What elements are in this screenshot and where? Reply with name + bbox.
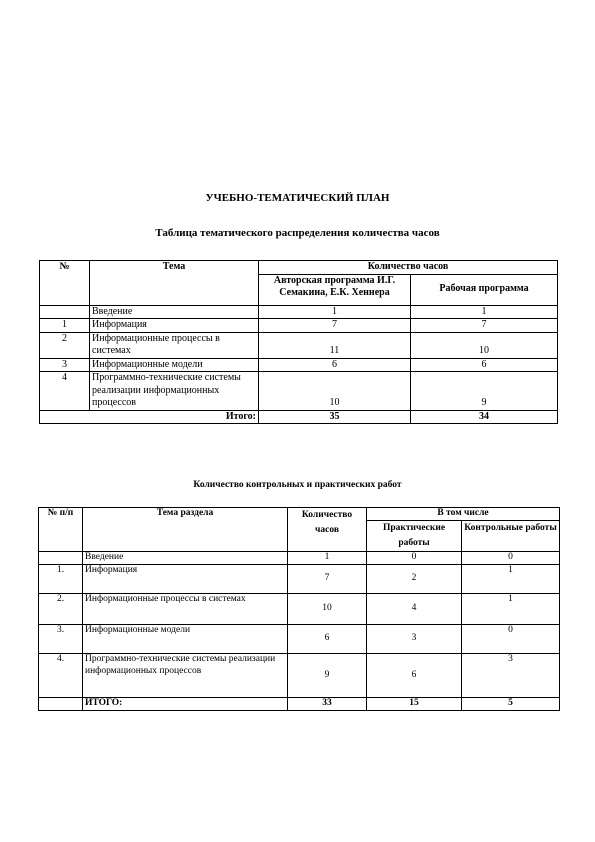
row-practical: 0 bbox=[367, 552, 462, 565]
row-topic: Информационные модели bbox=[90, 358, 259, 372]
header-hours: Количество часов bbox=[288, 508, 367, 552]
table2-header-row bbox=[39, 508, 560, 521]
total-spacer bbox=[40, 410, 90, 424]
header-topic: Тема bbox=[90, 261, 259, 306]
row-work-hours: 10 bbox=[411, 332, 558, 358]
header-hours: Количество часов bbox=[259, 261, 558, 275]
row-author-hours: 10 bbox=[259, 372, 411, 411]
table1-header-row bbox=[40, 261, 558, 275]
row-control: 3 bbox=[462, 654, 560, 698]
row-num: 3. bbox=[39, 625, 83, 654]
row-section: Программно-технические системы реализации информационных процессов bbox=[83, 654, 288, 698]
header-section: Тема раздела bbox=[83, 508, 288, 552]
header-author-program: Авторская программа И.Г. Семакина, Е.К. Хеннера bbox=[259, 274, 411, 305]
table-row bbox=[39, 552, 560, 565]
row-section: Введение bbox=[83, 552, 288, 565]
works-count-table bbox=[38, 507, 560, 711]
row-work-hours: 7 bbox=[411, 319, 558, 333]
row-work-hours: 1 bbox=[411, 305, 558, 319]
header-control: Контрольные работы bbox=[462, 520, 560, 551]
row-practical: 2 bbox=[367, 565, 462, 594]
row-section: Информационные процессы в системах bbox=[83, 594, 288, 625]
row-topic: Программно-технические системы реализации информационных процессов bbox=[90, 372, 259, 411]
row-control: 1 bbox=[462, 594, 560, 625]
row-num: 3 bbox=[40, 358, 90, 372]
row-work-hours: 6 bbox=[411, 358, 558, 372]
table-row bbox=[39, 565, 560, 594]
row-practical: 4 bbox=[367, 594, 462, 625]
total-spacer bbox=[39, 698, 83, 711]
table-row bbox=[40, 332, 558, 358]
row-work-hours: 9 bbox=[411, 372, 558, 411]
header-num: № п/п bbox=[39, 508, 83, 552]
table-row bbox=[40, 305, 558, 319]
row-hours: 1 bbox=[288, 552, 367, 565]
total-practical: 15 bbox=[367, 698, 462, 711]
row-num: 2. bbox=[39, 594, 83, 625]
row-practical: 6 bbox=[367, 654, 462, 698]
row-author-hours: 6 bbox=[259, 358, 411, 372]
row-author-hours: 11 bbox=[259, 332, 411, 358]
table-row bbox=[40, 372, 558, 411]
total-work-hours: 34 bbox=[411, 410, 558, 424]
total-label: Итого: bbox=[90, 410, 259, 424]
row-topic: Информация bbox=[90, 319, 259, 333]
row-topic: Информационные процессы в системах bbox=[90, 332, 259, 358]
table-row bbox=[40, 319, 558, 333]
table1-caption: Таблица тематического распределения количества часов bbox=[155, 227, 440, 239]
row-num: 2 bbox=[40, 332, 90, 358]
header-num: № bbox=[40, 261, 90, 306]
header-including: В том числе bbox=[367, 508, 560, 521]
row-topic: Введение bbox=[90, 305, 259, 319]
total-row bbox=[40, 410, 558, 424]
document-title: УЧЕБНО-ТЕМАТИЧЕСКИЙ ПЛАН bbox=[205, 192, 390, 204]
row-control: 1 bbox=[462, 565, 560, 594]
row-num: 4 bbox=[40, 372, 90, 411]
table2-caption: Количество контрольных и практических работ bbox=[193, 480, 402, 490]
total-control: 5 bbox=[462, 698, 560, 711]
row-control: 0 bbox=[462, 552, 560, 565]
table-row bbox=[39, 625, 560, 654]
total-author-hours: 35 bbox=[259, 410, 411, 424]
row-hours: 6 bbox=[288, 625, 367, 654]
row-section: Информация bbox=[83, 565, 288, 594]
row-num: 1. bbox=[39, 565, 83, 594]
table-row bbox=[40, 358, 558, 372]
row-num: 1 bbox=[40, 319, 90, 333]
row-control: 0 bbox=[462, 625, 560, 654]
hours-distribution-table bbox=[39, 260, 558, 424]
row-author-hours: 7 bbox=[259, 319, 411, 333]
row-section: Информационные модели bbox=[83, 625, 288, 654]
row-num bbox=[39, 552, 83, 565]
row-hours: 9 bbox=[288, 654, 367, 698]
row-num bbox=[40, 305, 90, 319]
header-work-program: Рабочая программа bbox=[411, 274, 558, 305]
header-practical: Практические работы bbox=[367, 520, 462, 551]
row-practical: 3 bbox=[367, 625, 462, 654]
total-hours: 33 bbox=[288, 698, 367, 711]
table-row bbox=[39, 654, 560, 698]
row-hours: 10 bbox=[288, 594, 367, 625]
total-label: ИТОГО: bbox=[83, 698, 288, 711]
table-row bbox=[39, 594, 560, 625]
row-num: 4. bbox=[39, 654, 83, 698]
total-row bbox=[39, 698, 560, 711]
row-author-hours: 1 bbox=[259, 305, 411, 319]
row-hours: 7 bbox=[288, 565, 367, 594]
